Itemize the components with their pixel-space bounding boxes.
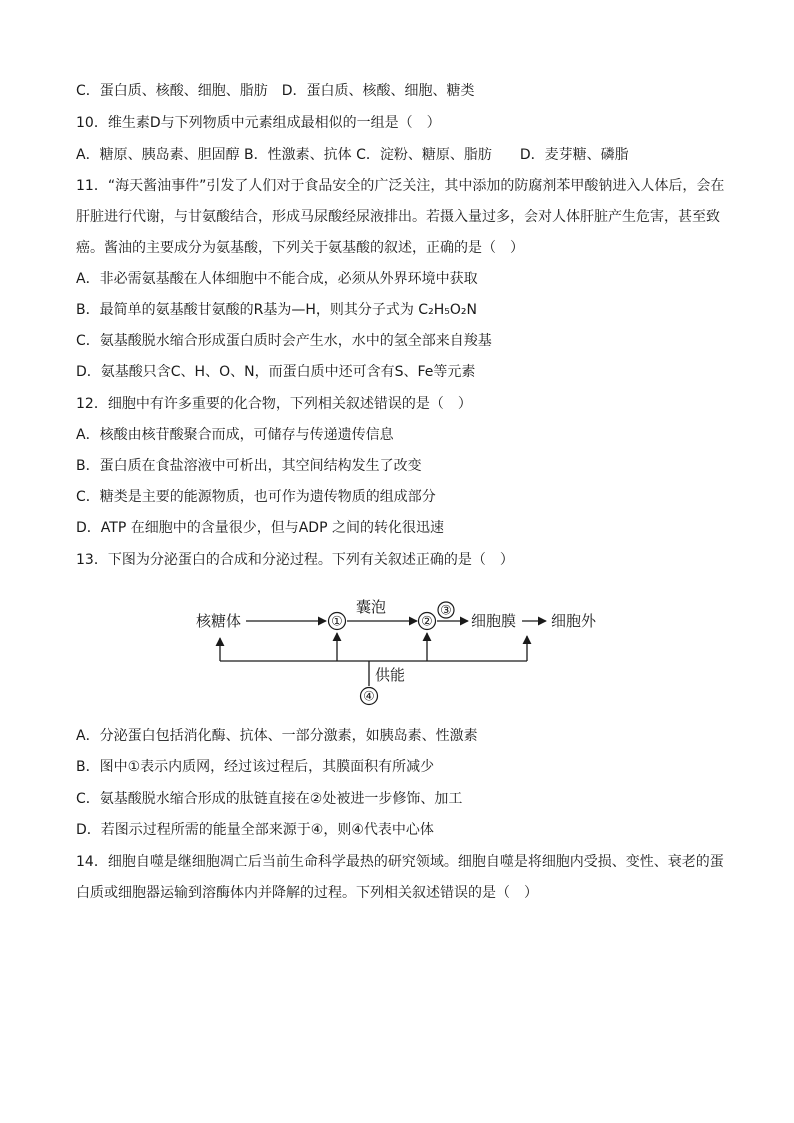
- cell-membrane-label: 细胞膜: [471, 612, 517, 630]
- q13-stem: 13．下图为分泌蛋白的合成和分泌过程。下列有关叙述正确的是（ ）: [76, 552, 514, 568]
- q13-option-a: A．分泌蛋白包括消化酶、抗体、一部分激素，如胰岛素、性激素: [76, 728, 478, 744]
- ribosome-label: 核糖体: [196, 612, 242, 630]
- q10-stem: 10．维生素D与下列物质中元素组成最相似的一组是（ ）: [76, 115, 441, 131]
- vesicle-label: 囊泡: [356, 598, 387, 616]
- q9-option-cd: C．蛋白质、核酸、细胞、脂肪 D．蛋白质、核酸、细胞、糖类: [76, 83, 475, 99]
- q14-stem-line1: 14．细胞自噬是继细胞凋亡后当前生命科学最热的研究领域。细胞自噬是将细胞内受损、变性、衰老的蛋: [76, 854, 724, 870]
- q11-option-d: D．氨基酸只含C、H、O、N，而蛋白质中还可含有S、Fe等元素: [76, 364, 476, 380]
- energy-supply-label: 供能: [375, 666, 406, 684]
- q11-option-b: B．最简单的氨基酸甘氨酸的R基为—H，则其分子式为 C₂H₅O₂N: [76, 302, 477, 318]
- organelle-1-label: ①: [331, 614, 343, 630]
- organelle-3-label: ③: [440, 603, 452, 619]
- q12-option-a: A．核酸由核苷酸聚合而成，可储存与传递遗传信息: [76, 427, 394, 443]
- q13-option-d: D．若图示过程所需的能量全部来源于④，则④代表中心体: [76, 822, 434, 838]
- q11-stem-line2: 肝脏进行代谢，与甘氨酸结合，形成马尿酸经尿液排出。若摄入量过多，会对人体肝脏产生危害，甚至致: [76, 209, 720, 225]
- outside-cell-label: 细胞外: [551, 612, 597, 630]
- q11-option-c: C．氨基酸脱水缩合形成蛋白质时会产生水，水中的氢全部来自羧基: [76, 333, 492, 349]
- q11-option-a: A．非必需氨基酸在人体细胞中不能合成，必须从外界环境中获取: [76, 271, 478, 287]
- q12-stem: 12．细胞中有许多重要的化合物，下列相关叙述错误的是（ ）: [76, 396, 472, 412]
- organelle-2-label: ②: [421, 614, 433, 630]
- q10-options: A．糖原、胰岛素、胆固醇 B．性激素、抗体 C．淀粉、糖原、脂肪 D．麦芽糖、磷脂: [76, 147, 629, 163]
- q11-stem-line3: 癌。酱油的主要成分为氨基酸，下列关于氨基酸的叙述，正确的是（ ）: [76, 240, 524, 256]
- secretion-process-diagram: [190, 592, 620, 707]
- q12-option-d: D．ATP 在细胞中的含量很少，但与ADP 之间的转化很迅速: [76, 520, 444, 536]
- q14-stem-line2: 白质或细胞器运输到溶酶体内并降解的过程。下列相关叙述错误的是（ ）: [76, 885, 538, 901]
- q11-stem-line1: 11．“海天酱油事件”引发了人们对于食品安全的广泛关注，其中添加的防腐剂苯甲酸钠进入人体后，会在: [76, 178, 725, 194]
- organelle-4-label: ④: [363, 689, 375, 705]
- q13-option-c: C．氨基酸脱水缩合形成的肽链直接在②处被进一步修饰、加工: [76, 791, 463, 807]
- q13-option-b: B．图中①表示内质网，经过该过程后，其膜面积有所减少: [76, 759, 435, 775]
- q12-option-b: B．蛋白质在食盐溶液中可析出，其空间结构发生了改变: [76, 458, 422, 474]
- q12-option-c: C．糖类是主要的能源物质，也可作为遗传物质的组成部分: [76, 489, 436, 505]
